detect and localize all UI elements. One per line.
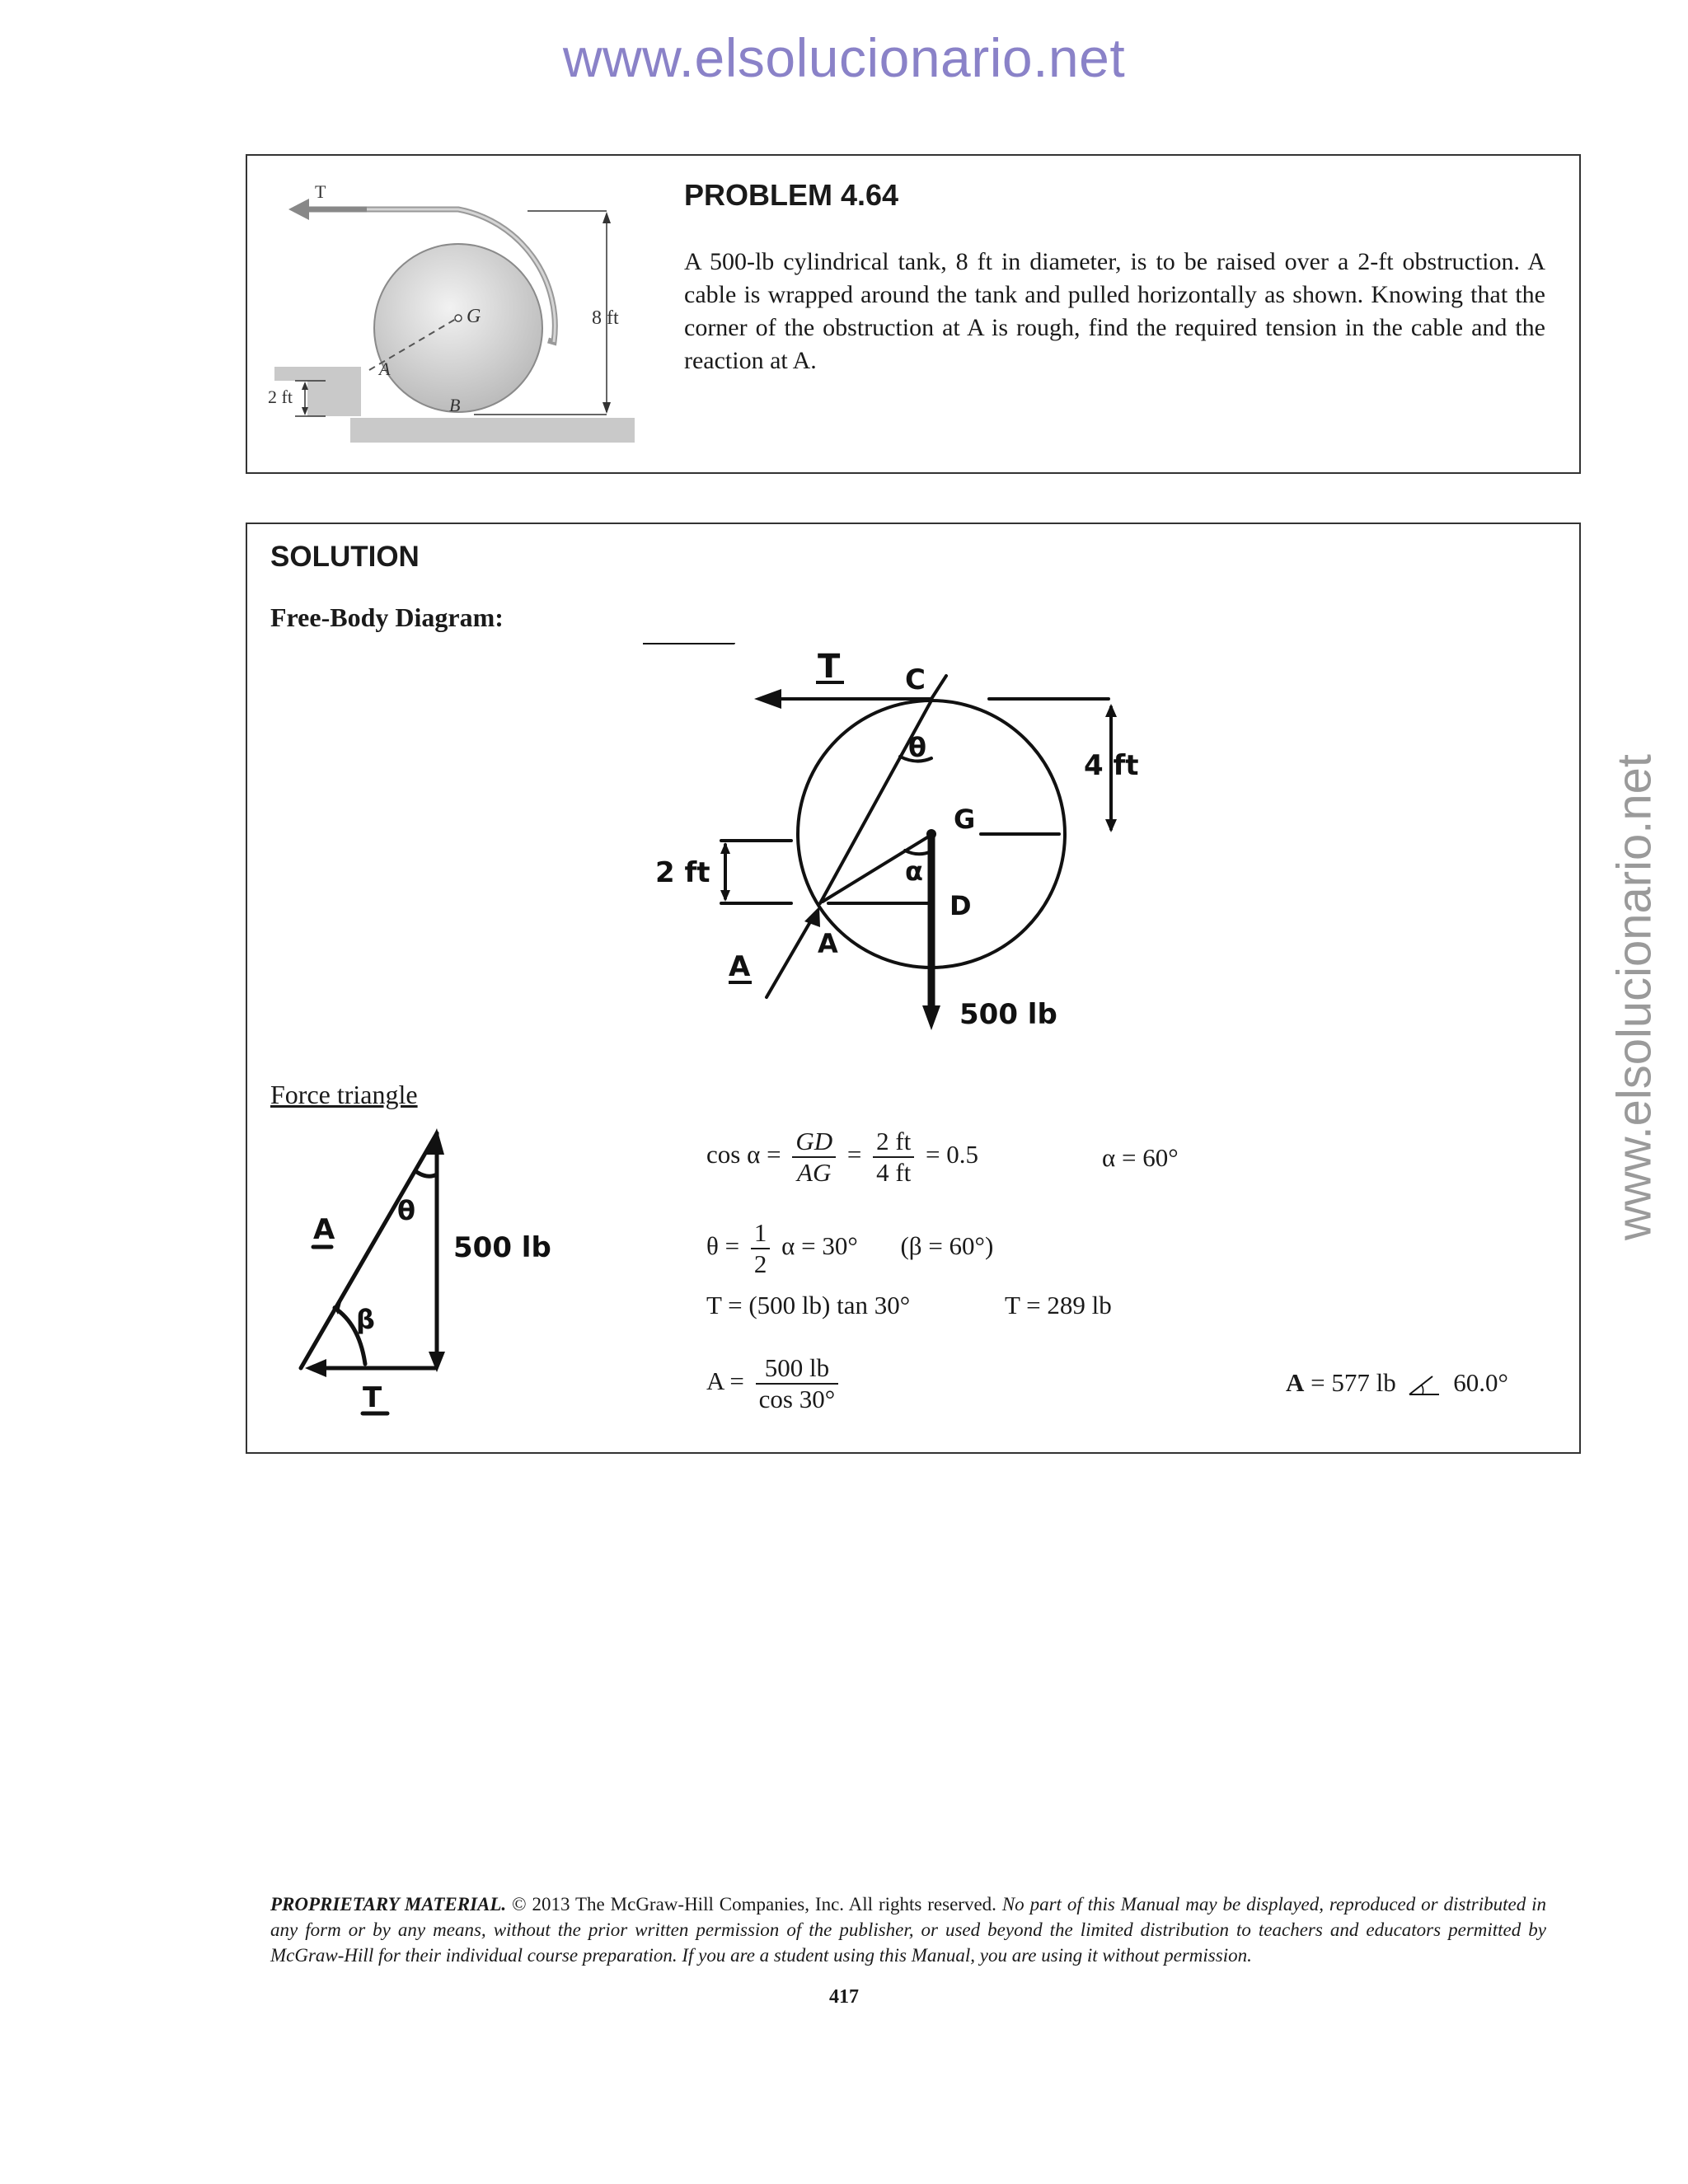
fbd-label: Free-Body Diagram: (270, 602, 504, 632)
fig-label-T: T (315, 181, 326, 202)
weight-arrowhead-icon (922, 1005, 940, 1030)
fbd-label-G: G (954, 804, 976, 835)
a-force-arrowhead-icon (804, 907, 820, 927)
problem-figure (264, 169, 651, 453)
ground (350, 418, 635, 443)
fbd-label-theta: θ (908, 732, 926, 763)
fbd-label-A-force: A (729, 950, 751, 983)
fbd-label-weight: 500 lb (959, 998, 1057, 1031)
tank (374, 244, 542, 412)
triangle-label-T: T (363, 1381, 382, 1414)
triangle-label-beta: β (356, 1304, 375, 1335)
angle-icon (1408, 1373, 1442, 1398)
problem-title: PROBLEM 4.64 (684, 178, 899, 212)
triangle-label-theta: θ (397, 1195, 415, 1226)
fig-label-diameter: 8 ft (592, 307, 619, 329)
fbd-label-C: C (905, 663, 926, 696)
tension-arrow-icon (288, 199, 309, 220)
fbd-label-alpha: α (905, 855, 923, 887)
page-number: 417 (829, 1986, 859, 2008)
triangle-a-arrowhead-icon (425, 1128, 444, 1155)
force-triangle-label: Force triangle (270, 1080, 418, 1109)
watermark-side: www.elsolucionario.net (1607, 754, 1662, 1240)
watermark-top: www.elsolucionario.net (562, 27, 1126, 88)
triangle-label-A: A (313, 1213, 335, 1246)
equation-tension-result: T = 289 lb (1005, 1291, 1112, 1319)
equation-cos-alpha: cos α = $\frac{GD}{AG}$ = $\frac{2 ft}{4 ft}$ = 0.5 (706, 1127, 978, 1187)
triangle-label-weight: 500 lb (453, 1231, 551, 1264)
fig-label-G: G (467, 306, 481, 327)
solution-title: SOLUTION (270, 541, 420, 573)
problem-text: A 500-lb cylindrical tank, 8 ft in diameter, is to be raised over a 2-ft obstruction. A cable is wrapped around the tank and pulled horizontally as shown. Knowing that the corner of the obstruction at A is rough, find the required tension in the cable and the reaction at A. (684, 248, 1545, 374)
equation-reaction-result: A = 577 lb 60.0° (1286, 1368, 1508, 1397)
fbd-label-T: T (818, 648, 841, 686)
footer-copyright: PROPRIETARY MATERIAL. © 2013 The McGraw-Hill Companies, Inc. All rights reserved. No part of this Manual may be displayed, reproduced or distributed in any form or by any means, without the prior written permission of the publisher, or used beyond the limited distribution to teachers and educators permitted by McGraw-Hill for their individual course preparation. If you are a student using this Manual, you are using it without permission. (270, 1894, 1546, 1966)
fbd-label-2ft: 2 ft (655, 856, 710, 889)
equation-reaction: A = $\frac{500 lb}{\cos 30^\circ}$ (706, 1353, 843, 1414)
fbd-label-4ft: 4 ft (1084, 749, 1139, 782)
fbd-label-D: D (950, 890, 972, 921)
fig-label-A: A (379, 359, 391, 379)
fbd-label-A-point: A (818, 928, 838, 959)
force-triangle (280, 1117, 593, 1430)
equation-alpha-result: α = 60° (1102, 1143, 1179, 1172)
fig-label-height: 2 ft (268, 387, 293, 407)
equation-tension: T = (500 lb) tan 30° (706, 1291, 911, 1319)
triangle-t-arrowhead-icon (305, 1359, 326, 1377)
equation-theta: θ = $\frac{1}{2}$ α = 30° (β = 60°) (706, 1218, 994, 1278)
tension-arrowhead-icon (754, 689, 781, 709)
free-body-diagram (643, 643, 1170, 1055)
fig-label-B: B (449, 395, 461, 415)
